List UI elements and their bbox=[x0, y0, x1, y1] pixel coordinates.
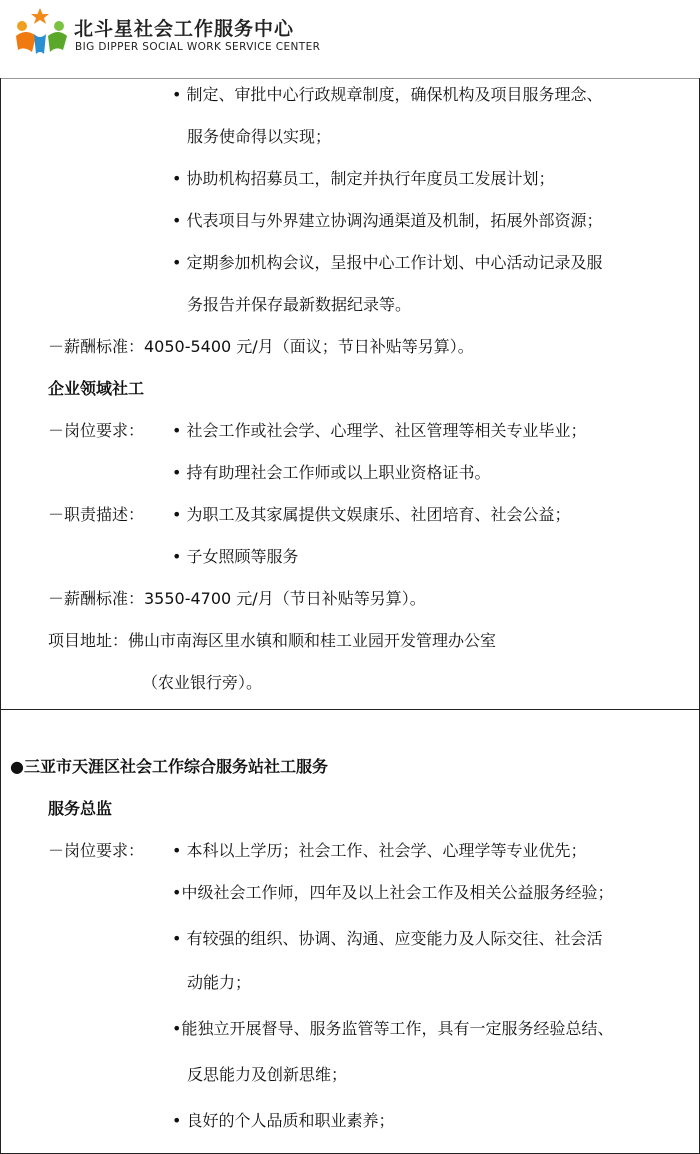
organization-title: ●三亚市天涯区社会工作综合服务站社工服务 bbox=[10, 757, 328, 776]
duty-item: • 定期参加机构会议，呈报中心工作计划、中心活动记录及服 bbox=[172, 253, 603, 272]
duty-item: • 子女照顾等服务 bbox=[172, 547, 299, 566]
address-line: 项目地址：佛山市南海区里水镇和顺和桂工业园开发管理办公室 bbox=[48, 631, 497, 650]
requirement-label: －岗位要求： bbox=[48, 421, 145, 440]
requirement-item: • 有较强的组织、协调、沟通、应变能力及人际交往、社会活 bbox=[172, 929, 603, 948]
salary-line: －薪酬标准：4050-5400 元/月（面议；节日补贴等另算）。 bbox=[48, 337, 474, 356]
duty-item: • 为职工及其家属提供文娱康乐、社团培育、社会公益； bbox=[172, 505, 571, 524]
duty-item: • 协助机构招募员工，制定并执行年度员工发展计划； bbox=[172, 169, 555, 188]
role-title: 企业领域社工 bbox=[48, 379, 145, 398]
org-name-english: BIG DIPPER SOCIAL WORK SERVICE CENTER bbox=[75, 41, 321, 53]
requirement-item: • 良好的个人品质和职业素养； bbox=[172, 1111, 395, 1130]
requirement-item: • 本科以上学历；社会工作、社会学、心理学等专业优先； bbox=[172, 841, 587, 860]
big-dipper-logo-icon bbox=[12, 6, 70, 58]
requirement-item: •能独立开展督导、服务监管等工作，具有一定服务经验总结、 bbox=[172, 1019, 614, 1038]
salary-line: －薪酬标准：3550-4700 元/月（节日补贴等另算）。 bbox=[48, 589, 426, 608]
duty-item-cont: 务报告并保存最新数据纪录等。 bbox=[187, 295, 412, 314]
requirement-item-cont: 反思能力及创新思维； bbox=[187, 1065, 348, 1084]
requirement-item: • 持有助理社会工作师或以上职业资格证书。 bbox=[172, 463, 491, 482]
org-name: 北斗星社会工作服务中心 bbox=[74, 18, 295, 40]
requirement-label: －岗位要求： bbox=[48, 841, 145, 860]
requirement-item: • 社会工作或社会学、心理学、社区管理等相关专业毕业； bbox=[172, 421, 587, 440]
role-title: 服务总监 bbox=[48, 799, 113, 818]
page-header bbox=[0, 0, 700, 79]
requirement-item: •中级社会工作师，四年及以上社会工作及相关公益服务经验； bbox=[172, 883, 614, 902]
address-line-cont: （农业银行旁）。 bbox=[142, 673, 263, 692]
requirement-item-cont: 动能力； bbox=[187, 973, 252, 992]
duty-item: • 代表项目与外界建立协调沟通渠道及机制，拓展外部资源； bbox=[172, 211, 603, 230]
duty-label: －职责描述： bbox=[48, 505, 145, 524]
duty-item-cont: 服务使命得以实现； bbox=[187, 127, 332, 146]
duty-item: • 制定、审批中心行政规章制度，确保机构及项目服务理念、 bbox=[172, 85, 603, 104]
